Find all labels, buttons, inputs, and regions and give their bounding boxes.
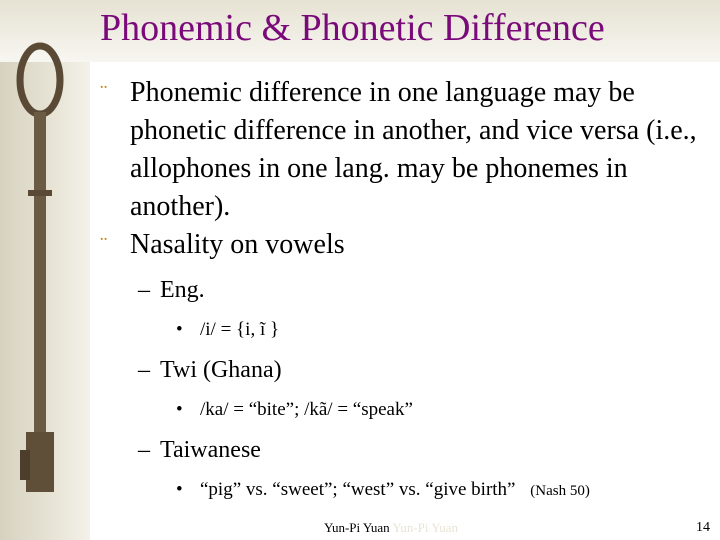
bullet-nasality xyxy=(100,226,710,264)
example-text: /i/ = {i, ĩ } xyxy=(200,319,280,340)
citation: (Nash 50) xyxy=(530,483,590,499)
sub-bullet-taiwanese xyxy=(100,434,710,466)
dot-marker: • xyxy=(176,479,183,500)
dot-marker: • xyxy=(176,399,183,420)
sub-bullet-eng xyxy=(100,274,710,306)
author-name: Yun-Pi Yuan xyxy=(324,520,390,535)
sub-bullet-text: Eng. xyxy=(160,277,205,303)
example-eng xyxy=(100,316,710,344)
sub-bullet-text: Twi (Ghana) xyxy=(160,357,282,383)
dash-marker: – xyxy=(138,357,150,383)
example-twi xyxy=(100,396,710,424)
sub-bullet-text: Taiwanese xyxy=(160,437,261,463)
sub-bullet-twi xyxy=(100,354,710,386)
dash-marker: – xyxy=(138,277,150,303)
page-number: 14 xyxy=(696,520,710,535)
bullet-text: Nasality on vowels xyxy=(130,229,345,260)
bullet-text: Phonemic difference in one language may be phonetic difference in another, and vice versa (i.e., allophones in one lang. may be phonemes in another). xyxy=(130,77,697,222)
example-text: /ka/ = “bite”; /kã/ = “speak” xyxy=(200,399,413,420)
example-text: “pig” vs. “sweet”; “west” vs. “give birth” xyxy=(200,479,516,500)
slide-content xyxy=(100,74,710,505)
key-icon xyxy=(6,40,76,520)
footer-author xyxy=(324,520,458,536)
dash-marker: – xyxy=(138,437,150,463)
bullet-phonemic xyxy=(100,74,710,226)
author-ghost: Yun-Pi Yuan xyxy=(392,520,458,535)
slide-title: Phonemic & Phonetic Difference xyxy=(100,7,605,49)
bullet-marker-icon: ¨ xyxy=(100,232,108,257)
dot-marker: • xyxy=(176,319,183,340)
bullet-marker-icon: ¨ xyxy=(100,80,108,105)
example-taiwanese xyxy=(100,476,710,505)
